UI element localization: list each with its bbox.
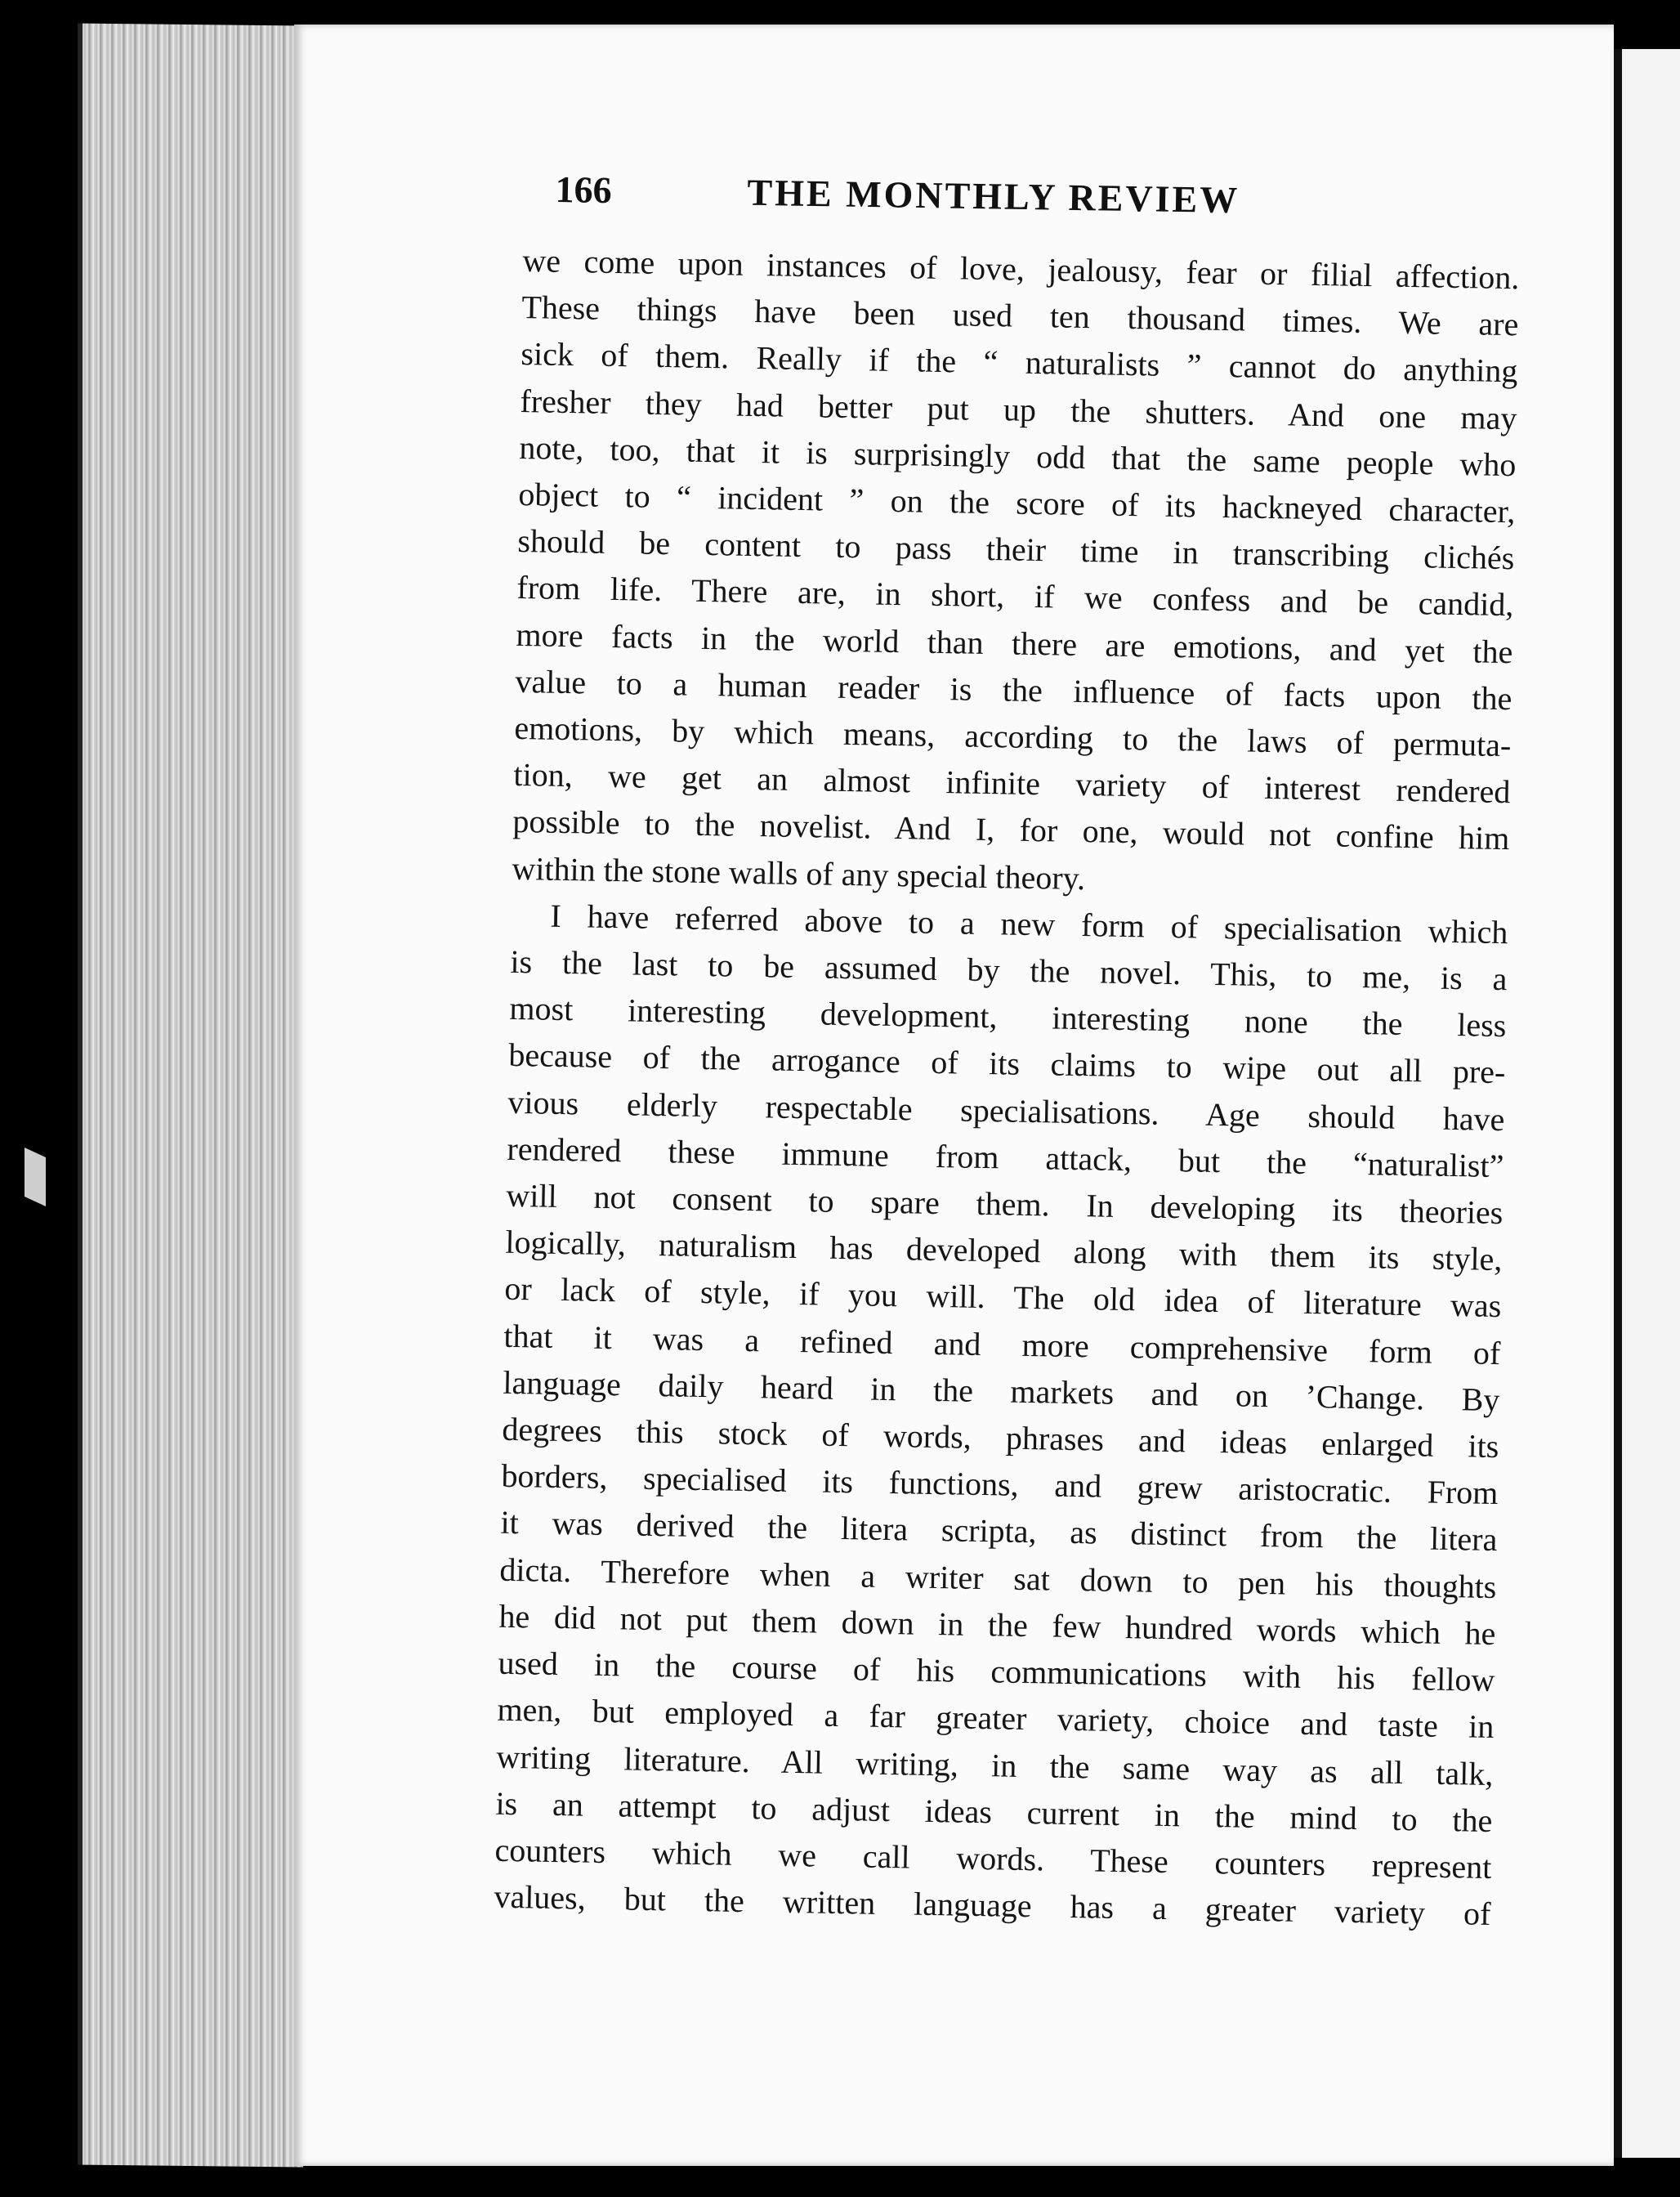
paragraph-start-line: I have referred above to a new form of specialisation which <box>550 897 1508 951</box>
text-line: men, but employed a far greater variety, choice and taste in <box>497 1691 1495 1746</box>
text-line: possible to the novelist. And I, for one, would not confine him <box>512 803 1510 857</box>
text-line: we come upon instances of love, jealousy, fear or filial affection. <box>522 241 1520 297</box>
running-title: THE MONTHLY REVIEW <box>747 171 1240 221</box>
text-line: that it was a refined and more comprehensive form of <box>503 1317 1501 1371</box>
text-line: most interesting development, interesting none the less <box>509 990 1507 1045</box>
text-line: is the last to be assumed by the novel. This, to me, is a <box>510 942 1508 998</box>
text-line: fresher they had better put up the shutters. And one may <box>520 382 1517 436</box>
text-line: tion, we get an almost infinite variety of interest rendered <box>513 756 1511 811</box>
text-line: logically, naturalism has developed along with them its style, <box>505 1224 1503 1278</box>
text-line: values, but the written language has a greater variety of <box>494 1877 1491 1933</box>
text-line: These things have been used ten thousand times. We are <box>521 289 1519 343</box>
text-line: emotions, by which means, according to the laws of permuta- <box>514 709 1512 764</box>
book-page-edges <box>78 24 303 2168</box>
text-line: degrees this stock of words, phrases and ideas enlarged its <box>502 1410 1499 1465</box>
text-line: from life. There are, in short, if we confess and be candid, <box>516 569 1514 624</box>
text-line: more facts in the world than there are emotions, and yet the <box>516 615 1513 670</box>
text-line: object to “ incident ” on the score of its hackneyed character, <box>518 475 1516 530</box>
text-line: language daily heard in the markets and on ’Change. By <box>503 1363 1500 1418</box>
text-line: will not consent to spare them. In developing its theories <box>506 1176 1504 1232</box>
text-line: is an attempt to adjust ideas current in the mind to the <box>495 1784 1493 1839</box>
text-line: rendered these immune from attack, but the “naturalist” <box>507 1130 1504 1184</box>
text-line: should be content to pass their time in transcribing clichés <box>517 522 1515 577</box>
text-line: counters which we call words. These counters represent <box>494 1831 1492 1886</box>
text-line: borders, specialised its functions, and grew aristocratic. From <box>501 1457 1499 1512</box>
text-line: used in the course of his communications with his fellow <box>498 1644 1495 1699</box>
text-line: dicta. Therefore when a writer sat down to pen his thoughts <box>499 1550 1497 1605</box>
text-line: writing literature. All writing, in the same way as all talk, <box>496 1738 1494 1792</box>
paragraph-end-line: within the stone walls of any special theory. <box>512 849 1086 897</box>
text-line: value to a human reader is the influence of facts upon the <box>515 662 1512 718</box>
text-line: it was derived the litera scripta, as distinct from the litera <box>500 1504 1498 1559</box>
page-edge-mark <box>25 1148 46 1206</box>
body-text <box>494 237 1520 1937</box>
text-line: he did not put them down in the few hundred words which he <box>498 1597 1496 1652</box>
text-line: or lack of style, if you will. The old idea of literature was <box>504 1270 1502 1325</box>
facing-page-edge <box>1614 49 1680 2158</box>
text-line: sick of them. Really if the “ naturalists ” cannot do anything <box>521 335 1518 390</box>
text-line: because of the arrogance of its claims to wipe out all pre- <box>508 1036 1506 1091</box>
text-line: vious elderly respectable specialisations. Age should have <box>507 1083 1505 1138</box>
page-number: 166 <box>555 168 612 212</box>
text-line: note, too, that it is surprisingly odd that the same people who <box>519 428 1517 484</box>
